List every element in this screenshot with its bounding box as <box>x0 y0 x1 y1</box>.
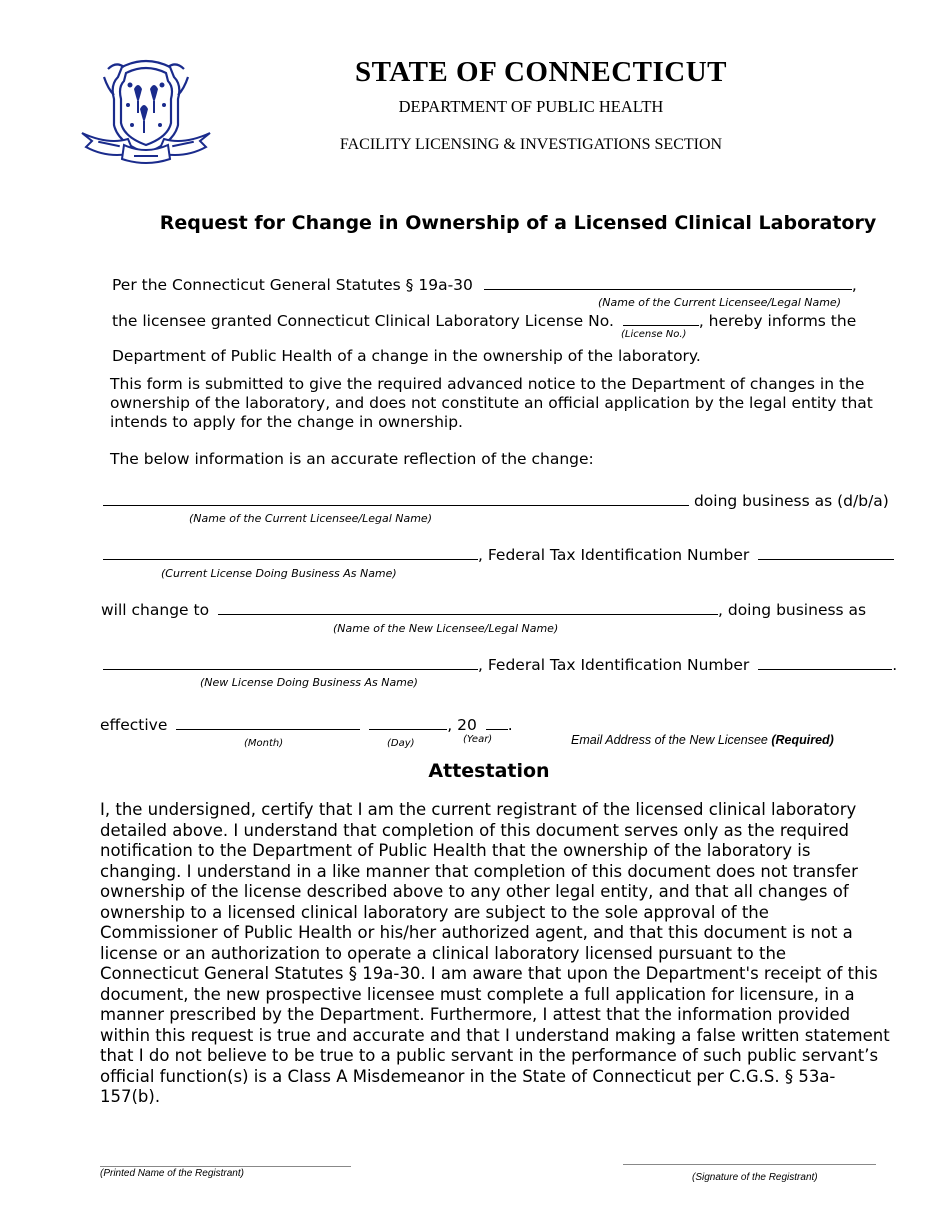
current-tax-id-field[interactable] <box>758 545 894 560</box>
year-hint: (Year) <box>463 734 493 745</box>
new-legal-name-hint: (Name of the New Licensee/Legal Name) <box>333 622 559 635</box>
printed-name-line[interactable] <box>100 1166 351 1167</box>
signature-hint: (Signature of the Registrant) <box>692 1172 818 1183</box>
year-field[interactable] <box>486 715 508 730</box>
new-legal-name-field[interactable] <box>218 600 718 615</box>
email-hint: Email Address of the New Licensee <box>571 733 768 747</box>
intro-line-3: Department of Public Health of a change in the ownership of the laboratory. <box>112 347 701 365</box>
month-field[interactable] <box>176 715 360 730</box>
doing-business-as-label: , doing business as <box>718 601 867 619</box>
period: . <box>892 656 898 674</box>
current-dba-hint: (Current License Doing Business As Name) <box>161 567 397 580</box>
comma: , <box>851 276 857 294</box>
department-name: DEPARTMENT OF PUBLIC HEALTH <box>398 97 664 116</box>
new-dba-field[interactable] <box>103 655 478 670</box>
intro-line-1 <box>112 275 857 294</box>
license-no-suffix: , hereby informs the <box>698 312 857 330</box>
new-tax-id-field[interactable] <box>758 655 892 670</box>
below-info-text: The below information is an accurate reflection of the change: <box>110 450 594 468</box>
day-hint: (Day) <box>387 738 415 749</box>
email-required: (Required) <box>771 733 834 747</box>
current-legal-name-hint: (Name of the Current Licensee/Legal Name) <box>189 512 432 525</box>
fed-tax-label-new: , Federal Tax Identification Number <box>478 656 750 674</box>
dba-label: doing business as (d/b/a) <box>693 492 889 510</box>
new-dba-row <box>103 655 897 674</box>
intro-paragraph: This form is submitted to give the required advanced notice to the Department of changes in the ownership of the laboratory, and does not constitute an official application by the legal entity that intends to apply for the change in ownership. <box>110 375 873 431</box>
month-hint: (Month) <box>244 738 284 749</box>
license-no-field[interactable] <box>623 311 699 326</box>
state-title: STATE OF CONNECTICUT <box>354 56 728 88</box>
year-prefix: , 20 <box>447 716 477 734</box>
new-dba-hint: (New License Doing Business As Name) <box>200 676 418 689</box>
current-legal-name-field[interactable] <box>103 491 689 506</box>
email-hint-row <box>571 733 834 747</box>
signature-line[interactable] <box>623 1164 876 1165</box>
attestation-title: Attestation <box>428 760 550 782</box>
statute-prefix: Per the Connecticut General Statutes § 19a-30 <box>112 276 473 294</box>
effective-label: effective <box>100 716 168 734</box>
day-field[interactable] <box>369 715 447 730</box>
current-licensee-name-hint: (Name of the Current Licensee/Legal Name) <box>598 296 841 309</box>
intro-line-2 <box>112 311 856 330</box>
effective-row <box>100 715 513 734</box>
new-name-row <box>101 600 866 619</box>
current-licensee-name-field[interactable] <box>484 275 852 290</box>
printed-name-hint: (Printed Name of the Registrant) <box>100 1168 244 1179</box>
current-name-row <box>103 491 889 510</box>
period: . <box>507 716 513 734</box>
license-no-prefix: the licensee granted Connecticut Clinical Laboratory License No. <box>112 312 614 330</box>
current-dba-row <box>103 545 894 564</box>
section-name: FACILITY LICENSING & INVESTIGATIONS SECTION <box>339 136 723 153</box>
will-change-to-label: will change to <box>101 601 210 619</box>
form-title: Request for Change in Ownership of a Licensed Clinical Laboratory <box>159 212 877 234</box>
current-dba-field[interactable] <box>103 545 478 560</box>
fed-tax-label-current: , Federal Tax Identification Number <box>478 546 750 564</box>
license-no-hint: (License No.) <box>621 329 687 340</box>
attestation-text: I, the undersigned, certify that I am the current registrant of the licensed clinical laboratory detailed above. I understand that completion of this document serves only as the required notification to the Department of Public Health that the ownership of the laboratory is changing. I understand in a like manner that completion of this document does not transfer ownership of the license described above to any other legal entity, and that all changes of ownership to a licensed clinical laboratory are subject to the sole approval of the Commissioner of Public Health or his/her authorized agent, and that this document is not a license or an authorization to operate a clinical laboratory licensed pursuant to the Connecticut General Statutes § 19a-30. I am aware that upon the Department's receipt of this document, the new prospective licensee must complete a full application for licensure, in a manner prescribed by the Department. Furthermore, I attest that the information provided within this request is true and accurate and that I understand making a false written statement that I do not believe to be true to a public servant in the performance of such public servant’s official function(s) is a Class A Misdemeanor in the State of Connecticut per C.G.S. § 53a-157(b). <box>100 800 890 1106</box>
